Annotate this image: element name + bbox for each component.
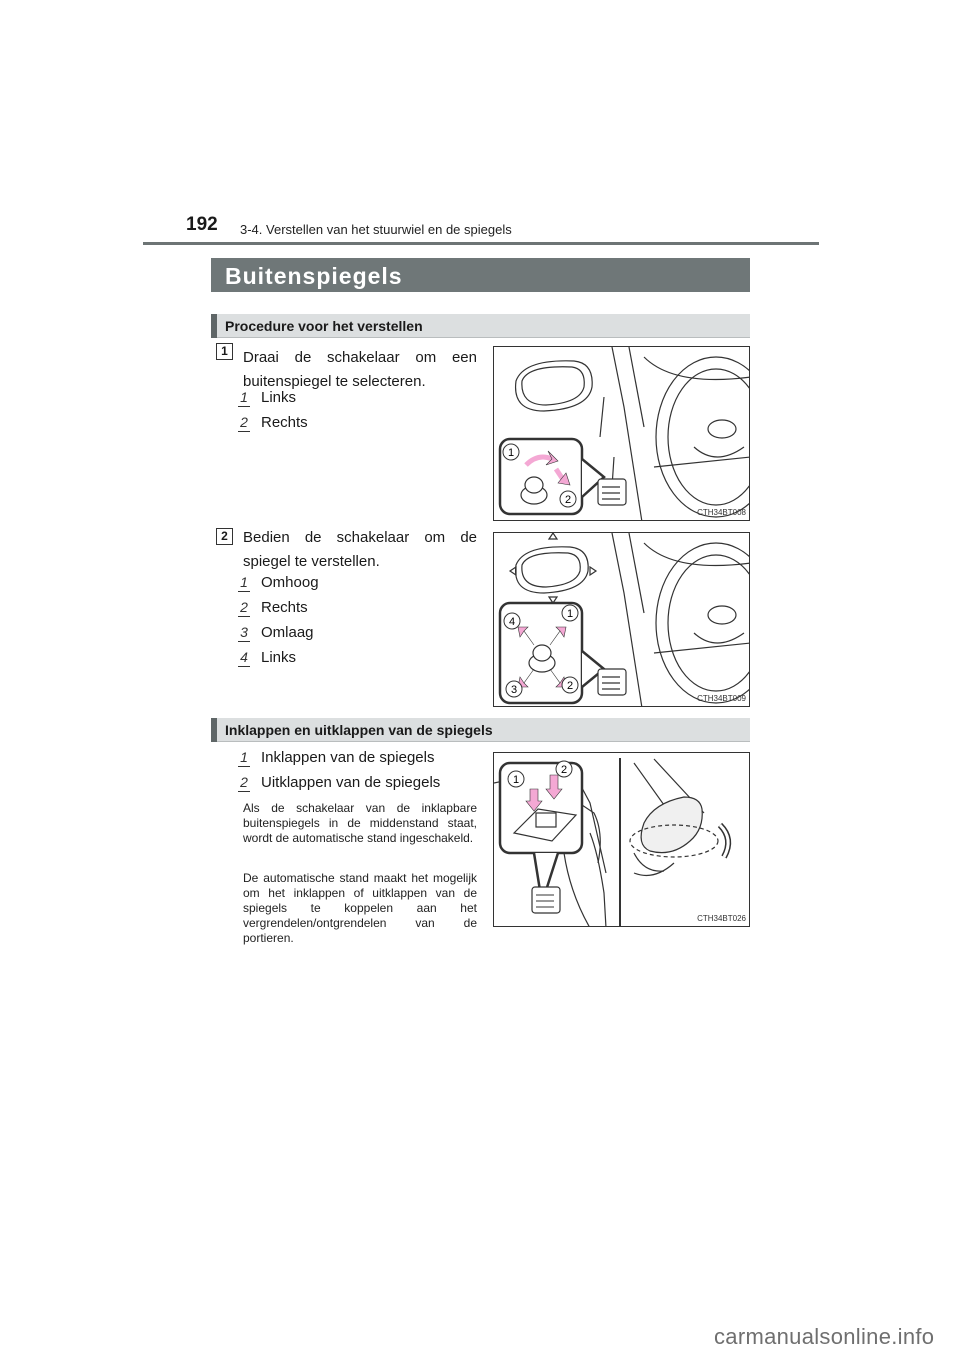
note-paragraph: Als de schakelaar van de inklapbare buitenspiegels in de middenstand staat, wordt de automatische stand ingeschakeld. <box>243 801 477 845</box>
section-title: Buitenspiegels <box>225 263 403 289</box>
item-number: 1 <box>238 749 250 765</box>
step-number-box: 1 <box>216 343 233 360</box>
item-number: 1 <box>238 574 250 590</box>
subhead-procedure <box>211 314 750 338</box>
note-paragraph: De automatische stand maakt het mogelijk om het inklappen of uitklappen van de spiegels te koppelen aan het vergrendelen/ontgrendelen van de portieren. <box>243 871 477 945</box>
item-number: 2 <box>238 414 250 430</box>
step-text: Draai de schakelaar om een buitenspiegel te selecteren. <box>243 349 477 390</box>
watermark: carmanualsonline.info <box>714 1324 935 1349</box>
figure-callout: 1 <box>507 447 515 459</box>
figure-callout: 2 <box>566 680 574 692</box>
section-title-bar <box>211 258 750 292</box>
item-number: 1 <box>238 389 250 405</box>
figure-callout: 2 <box>564 494 572 506</box>
figure-code: CTH34BT009 <box>697 694 746 703</box>
chapter-title: 3-4. Verstellen van het stuurwiel en de spiegels <box>240 222 512 237</box>
figure-code: CTH34BT008 <box>697 508 746 517</box>
item-label: Omlaag <box>261 624 314 641</box>
figure-mirror-select <box>493 346 750 521</box>
item-number: 2 <box>238 599 250 615</box>
item-label: Rechts <box>261 414 308 431</box>
figure-mirror-fold <box>493 752 750 927</box>
item-label: Uitklappen van de spiegels <box>261 774 441 791</box>
figure-callout: 3 <box>510 684 518 696</box>
subhead-folding <box>211 718 750 742</box>
figure-callout: 1 <box>512 774 520 786</box>
figure-callout: 1 <box>566 608 574 620</box>
mirror-select-illustration <box>494 347 750 521</box>
item-number: 2 <box>238 774 250 790</box>
step-number-box: 2 <box>216 528 233 545</box>
header-rule <box>143 242 819 245</box>
item-label: Links <box>261 649 297 666</box>
step-text: Bedien de schakelaar om de spiegel te verstellen. <box>243 529 477 570</box>
figure-callout: 2 <box>560 764 568 776</box>
item-label: Rechts <box>261 599 308 616</box>
page-number: 192 <box>186 214 218 235</box>
subhead-folding-label: Inklappen en uitklappen van de spiegels <box>225 722 493 738</box>
item-label: Links <box>261 389 297 406</box>
mirror-adjust-illustration <box>494 533 750 707</box>
mirror-fold-illustration <box>494 753 750 927</box>
figure-code: CTH34BT026 <box>697 914 746 923</box>
subhead-procedure-label: Procedure voor het verstellen <box>225 318 423 334</box>
figure-mirror-adjust <box>493 532 750 707</box>
item-number: 4 <box>238 649 250 665</box>
item-label: Omhoog <box>261 574 319 591</box>
figure-callout: 4 <box>508 616 516 628</box>
item-number: 3 <box>238 624 250 640</box>
item-label: Inklappen van de spiegels <box>261 749 435 766</box>
